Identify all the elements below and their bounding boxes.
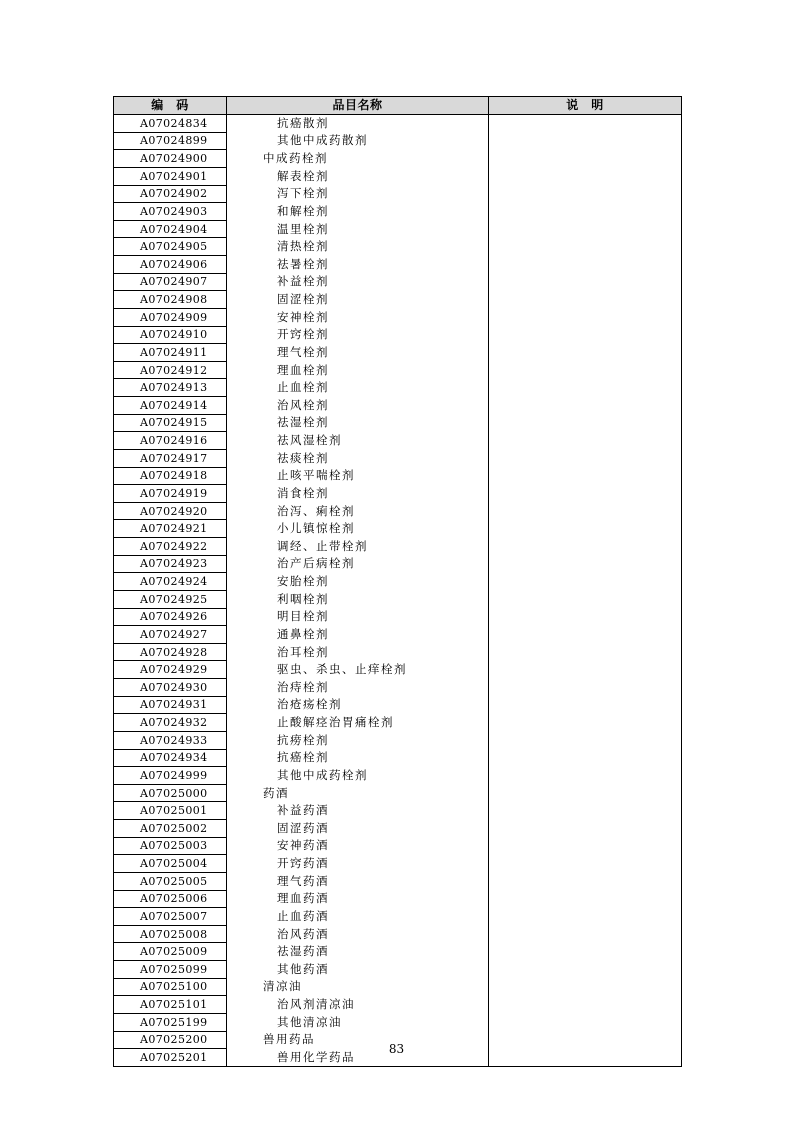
row-code: A07024915 bbox=[114, 414, 227, 432]
row-note bbox=[489, 890, 682, 908]
row-name: 其他中成药散剂 bbox=[227, 132, 489, 150]
row-name: 泻下栓剂 bbox=[227, 185, 489, 203]
table-row bbox=[114, 961, 682, 979]
table-row bbox=[114, 449, 682, 467]
row-note bbox=[489, 714, 682, 732]
row-name: 开窍栓剂 bbox=[227, 326, 489, 344]
table-row bbox=[114, 908, 682, 926]
row-note bbox=[489, 749, 682, 767]
row-name: 治痔栓剂 bbox=[227, 679, 489, 697]
table-row bbox=[114, 837, 682, 855]
row-code: A07024930 bbox=[114, 679, 227, 697]
row-code: A07024900 bbox=[114, 150, 227, 168]
table-row bbox=[114, 344, 682, 362]
row-name: 理血栓剂 bbox=[227, 361, 489, 379]
row-name: 兽用药品 bbox=[227, 1031, 489, 1049]
row-note bbox=[489, 467, 682, 485]
table-row bbox=[114, 256, 682, 274]
table-row bbox=[114, 379, 682, 397]
row-name: 驱虫、杀虫、止痒栓剂 bbox=[227, 661, 489, 679]
table-row bbox=[114, 132, 682, 150]
row-code: A07024934 bbox=[114, 749, 227, 767]
row-note bbox=[489, 256, 682, 274]
table-row bbox=[114, 185, 682, 203]
row-code: A07025007 bbox=[114, 908, 227, 926]
catalog-table bbox=[113, 96, 682, 1067]
page-number: 83 bbox=[388, 1042, 405, 1056]
row-note bbox=[489, 855, 682, 873]
table-row bbox=[114, 573, 682, 591]
row-name: 调经、止带栓剂 bbox=[227, 538, 489, 556]
table-row bbox=[114, 397, 682, 415]
row-name: 止酸解痉治胃痛栓剂 bbox=[227, 714, 489, 732]
row-note bbox=[489, 731, 682, 749]
row-note bbox=[489, 820, 682, 838]
table-row bbox=[114, 326, 682, 344]
row-note bbox=[489, 150, 682, 168]
row-code: A07025100 bbox=[114, 978, 227, 996]
row-note bbox=[489, 502, 682, 520]
row-name: 兽用化学药品 bbox=[227, 1049, 489, 1067]
row-code: A07025101 bbox=[114, 996, 227, 1014]
row-name: 其他药酒 bbox=[227, 961, 489, 979]
row-name: 祛痰栓剂 bbox=[227, 449, 489, 467]
row-name: 补益药酒 bbox=[227, 802, 489, 820]
row-note bbox=[489, 573, 682, 591]
row-name: 抗痨栓剂 bbox=[227, 731, 489, 749]
row-name: 理血药酒 bbox=[227, 890, 489, 908]
row-name: 通鼻栓剂 bbox=[227, 626, 489, 644]
row-name: 抗癌栓剂 bbox=[227, 749, 489, 767]
row-code: A07024926 bbox=[114, 608, 227, 626]
header-name: 品目名称 bbox=[227, 97, 489, 115]
table-row bbox=[114, 115, 682, 133]
row-name: 解表栓剂 bbox=[227, 167, 489, 185]
row-name: 中成药栓剂 bbox=[227, 150, 489, 168]
row-note bbox=[489, 608, 682, 626]
row-note bbox=[489, 432, 682, 450]
row-code: A07024929 bbox=[114, 661, 227, 679]
table-row bbox=[114, 220, 682, 238]
row-name: 安胎栓剂 bbox=[227, 573, 489, 591]
table-row bbox=[114, 661, 682, 679]
row-code: A07025003 bbox=[114, 837, 227, 855]
row-note bbox=[489, 220, 682, 238]
row-note bbox=[489, 203, 682, 221]
row-code: A07025009 bbox=[114, 943, 227, 961]
row-name: 温里栓剂 bbox=[227, 220, 489, 238]
row-note bbox=[489, 679, 682, 697]
row-code: A07024920 bbox=[114, 502, 227, 520]
row-note bbox=[489, 132, 682, 150]
row-code: A07025099 bbox=[114, 961, 227, 979]
table-row bbox=[114, 361, 682, 379]
row-note bbox=[489, 643, 682, 661]
row-note bbox=[489, 590, 682, 608]
row-name: 治风剂清凉油 bbox=[227, 996, 489, 1014]
row-code: A07024901 bbox=[114, 167, 227, 185]
table-row bbox=[114, 414, 682, 432]
row-note bbox=[489, 291, 682, 309]
table-header-row bbox=[114, 97, 682, 115]
table-row bbox=[114, 943, 682, 961]
row-code: A07024912 bbox=[114, 361, 227, 379]
table-row bbox=[114, 167, 682, 185]
table-row bbox=[114, 626, 682, 644]
row-name: 治泻、痢栓剂 bbox=[227, 502, 489, 520]
table-row bbox=[114, 696, 682, 714]
table-row bbox=[114, 502, 682, 520]
row-note bbox=[489, 185, 682, 203]
row-name: 抗癌散剂 bbox=[227, 115, 489, 133]
row-name: 祛暑栓剂 bbox=[227, 256, 489, 274]
table-row bbox=[114, 784, 682, 802]
row-name: 治产后病栓剂 bbox=[227, 555, 489, 573]
table-row bbox=[114, 150, 682, 168]
row-code: A07024932 bbox=[114, 714, 227, 732]
row-code: A07025001 bbox=[114, 802, 227, 820]
row-code: A07025006 bbox=[114, 890, 227, 908]
table-row bbox=[114, 855, 682, 873]
row-name: 明目栓剂 bbox=[227, 608, 489, 626]
table-row bbox=[114, 679, 682, 697]
row-note bbox=[489, 1013, 682, 1031]
table-row bbox=[114, 590, 682, 608]
row-name: 治疮疡栓剂 bbox=[227, 696, 489, 714]
row-note bbox=[489, 978, 682, 996]
row-name: 补益栓剂 bbox=[227, 273, 489, 291]
row-code: A07024927 bbox=[114, 626, 227, 644]
row-code: A07024921 bbox=[114, 520, 227, 538]
row-name: 利咽栓剂 bbox=[227, 590, 489, 608]
header-note: 说 明 bbox=[489, 97, 682, 115]
row-code: A07025200 bbox=[114, 1031, 227, 1049]
row-code: A07024909 bbox=[114, 308, 227, 326]
row-note bbox=[489, 696, 682, 714]
row-code: A07024834 bbox=[114, 115, 227, 133]
row-code: A07024924 bbox=[114, 573, 227, 591]
table-row bbox=[114, 749, 682, 767]
row-note bbox=[489, 555, 682, 573]
table-row bbox=[114, 643, 682, 661]
row-note bbox=[489, 943, 682, 961]
row-name: 安神药酒 bbox=[227, 837, 489, 855]
row-note bbox=[489, 361, 682, 379]
row-note bbox=[489, 397, 682, 415]
row-name: 消食栓剂 bbox=[227, 485, 489, 503]
row-code: A07024911 bbox=[114, 344, 227, 362]
row-note bbox=[489, 767, 682, 785]
row-note bbox=[489, 802, 682, 820]
table-row bbox=[114, 432, 682, 450]
row-note bbox=[489, 784, 682, 802]
row-note bbox=[489, 449, 682, 467]
row-code: A07024904 bbox=[114, 220, 227, 238]
row-code: A07024907 bbox=[114, 273, 227, 291]
row-note bbox=[489, 326, 682, 344]
table-row bbox=[114, 925, 682, 943]
row-code: A07024933 bbox=[114, 731, 227, 749]
row-code: A07024916 bbox=[114, 432, 227, 450]
row-note bbox=[489, 626, 682, 644]
table-row bbox=[114, 273, 682, 291]
row-name: 安神栓剂 bbox=[227, 308, 489, 326]
table-row bbox=[114, 872, 682, 890]
row-note bbox=[489, 872, 682, 890]
row-name: 治风栓剂 bbox=[227, 397, 489, 415]
row-note bbox=[489, 961, 682, 979]
row-note bbox=[489, 115, 682, 133]
row-name: 止咳平喘栓剂 bbox=[227, 467, 489, 485]
header-code: 编 码 bbox=[114, 97, 227, 115]
row-name: 固涩药酒 bbox=[227, 820, 489, 838]
row-name: 清凉油 bbox=[227, 978, 489, 996]
table-row bbox=[114, 203, 682, 221]
row-note bbox=[489, 414, 682, 432]
row-name: 止血栓剂 bbox=[227, 379, 489, 397]
table-row bbox=[114, 767, 682, 785]
row-code: A07024917 bbox=[114, 449, 227, 467]
row-note bbox=[489, 308, 682, 326]
row-name: 清热栓剂 bbox=[227, 238, 489, 256]
row-note bbox=[489, 485, 682, 503]
row-code: A07024925 bbox=[114, 590, 227, 608]
row-code: A07024928 bbox=[114, 643, 227, 661]
row-note bbox=[489, 344, 682, 362]
row-note bbox=[489, 273, 682, 291]
row-code: A07025002 bbox=[114, 820, 227, 838]
catalog-table-container bbox=[113, 96, 681, 1067]
row-code: A07024914 bbox=[114, 397, 227, 415]
row-code: A07025004 bbox=[114, 855, 227, 873]
row-code: A07024931 bbox=[114, 696, 227, 714]
row-code: A07024999 bbox=[114, 767, 227, 785]
table-row bbox=[114, 538, 682, 556]
table-row bbox=[114, 890, 682, 908]
row-code: A07025201 bbox=[114, 1049, 227, 1067]
row-note bbox=[489, 238, 682, 256]
row-code: A07024906 bbox=[114, 256, 227, 274]
row-name: 其他中成药栓剂 bbox=[227, 767, 489, 785]
table-row bbox=[114, 978, 682, 996]
row-code: A07025199 bbox=[114, 1013, 227, 1031]
row-code: A07024905 bbox=[114, 238, 227, 256]
table-row bbox=[114, 731, 682, 749]
row-code: A07024910 bbox=[114, 326, 227, 344]
row-code: A07024908 bbox=[114, 291, 227, 309]
row-code: A07024903 bbox=[114, 203, 227, 221]
row-name: 和解栓剂 bbox=[227, 203, 489, 221]
row-code: A07024923 bbox=[114, 555, 227, 573]
row-note bbox=[489, 520, 682, 538]
row-name: 祛风湿栓剂 bbox=[227, 432, 489, 450]
row-code: A07024902 bbox=[114, 185, 227, 203]
row-name: 祛湿栓剂 bbox=[227, 414, 489, 432]
table-row bbox=[114, 820, 682, 838]
table-row bbox=[114, 608, 682, 626]
row-name: 祛湿药酒 bbox=[227, 943, 489, 961]
table-row bbox=[114, 238, 682, 256]
row-code: A07024918 bbox=[114, 467, 227, 485]
table-row bbox=[114, 308, 682, 326]
row-name: 理气药酒 bbox=[227, 872, 489, 890]
row-note bbox=[489, 837, 682, 855]
table-row bbox=[114, 714, 682, 732]
row-code: A07024919 bbox=[114, 485, 227, 503]
row-note bbox=[489, 908, 682, 926]
row-name: 治风药酒 bbox=[227, 925, 489, 943]
table-row bbox=[114, 555, 682, 573]
table-row bbox=[114, 291, 682, 309]
row-code: A07024913 bbox=[114, 379, 227, 397]
row-name: 治耳栓剂 bbox=[227, 643, 489, 661]
table-row bbox=[114, 802, 682, 820]
row-code: A07025000 bbox=[114, 784, 227, 802]
table-body bbox=[114, 115, 682, 1067]
row-name: 理气栓剂 bbox=[227, 344, 489, 362]
row-code: A07025008 bbox=[114, 925, 227, 943]
table-row bbox=[114, 1013, 682, 1031]
row-note bbox=[489, 538, 682, 556]
row-name: 固涩栓剂 bbox=[227, 291, 489, 309]
row-note bbox=[489, 996, 682, 1014]
row-name: 其他清凉油 bbox=[227, 1013, 489, 1031]
row-name: 小儿镇惊栓剂 bbox=[227, 520, 489, 538]
row-code: A07024899 bbox=[114, 132, 227, 150]
table-row bbox=[114, 485, 682, 503]
row-code: A07024922 bbox=[114, 538, 227, 556]
row-note bbox=[489, 379, 682, 397]
table-row bbox=[114, 996, 682, 1014]
row-note bbox=[489, 925, 682, 943]
row-name: 药酒 bbox=[227, 784, 489, 802]
row-name: 止血药酒 bbox=[227, 908, 489, 926]
row-code: A07025005 bbox=[114, 872, 227, 890]
table-row bbox=[114, 520, 682, 538]
row-note bbox=[489, 661, 682, 679]
table-row bbox=[114, 467, 682, 485]
row-note bbox=[489, 167, 682, 185]
row-name: 开窍药酒 bbox=[227, 855, 489, 873]
